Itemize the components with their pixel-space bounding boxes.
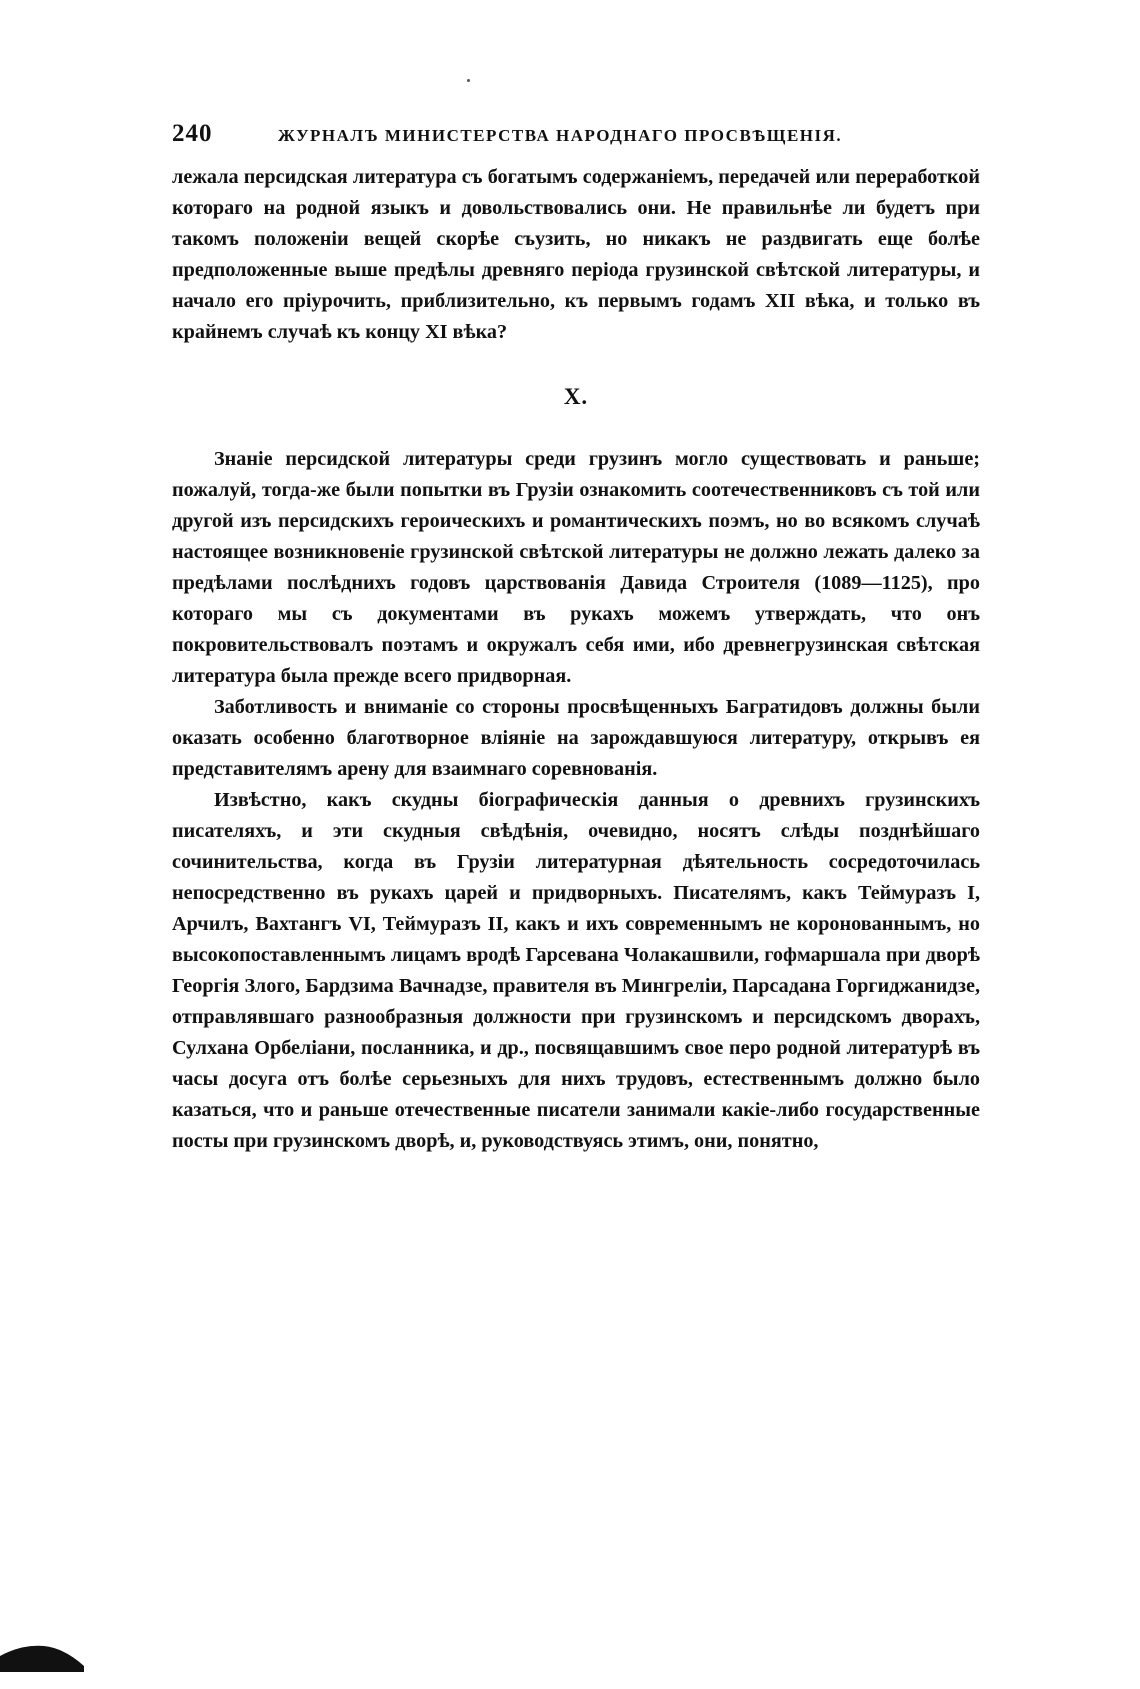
book-page (172, 112, 980, 1157)
paragraph: Заботливость и вниманіе со стороны просвѣщенныхъ Багратидовъ должны были оказать особенно благотворное вліяніе на зарождавшуюся литературу, открывъ ея представителямъ арену для взаимнаго соревнованія. (172, 696, 980, 780)
section-heading: X. (563, 384, 589, 409)
running-head: ЖУРНАЛЪ МИНИСТЕРСТВА НАРОДНАГО ПРОСВѢЩЕНІЯ. (278, 126, 843, 145)
paragraph: Извѣстно, какъ скудны біографическія данныя о древнихъ грузинскихъ писателяхъ, и эти скудныя свѣдѣнія, очевидно, носятъ слѣды позднѣйшаго сочинительства, когда въ Грузіи литературная дѣятельность сосредоточилась непосредственно въ рукахъ царей и придворныхъ. Писателямъ, какъ Теймуразъ I, Арчилъ, Вахтангъ VI, Теймуразъ II, какъ и ихъ современнымъ не коронованнымъ, но высокопоставленнымъ лицамъ вродѣ Гарсевана Чолакашвили, гофмаршала при дворѣ Георгія Злого, Бардзима Вачнадзе, правителя въ Мингреліи, Парсадана Горгиджанидзе, отправлявшаго разнообразныя должности при грузинскомъ и персидскомъ дворахъ, Сулхана Орбеліани, посланника, и др., посвящавшимъ свое перо родной литературѣ въ часы досуга отъ болѣе серьезныхъ для нихъ трудовъ, естественнымъ должно было казаться, что и раньше отечественные писатели занимали какіе-либо государственные посты при грузинскомъ дворѣ, и, руководствуясь этимъ, они, понятно, (172, 789, 980, 1152)
scan-speck (467, 79, 470, 82)
page-header (172, 112, 980, 162)
paragraph-continued: лежала персидская литература съ богатымъ содержаніемъ, передачей или переработкой котораго на родной языкъ и довольствовались они. Не правильнѣе ли будетъ при такомъ положеніи вещей скорѣе съузить, но никакъ не раздвигать еще болѣе предположенные выше предѣлы древняго періода грузинской свѣтской литературы, и начало его пріурочить, приблизительно, къ первымъ годамъ XII вѣка, и только въ крайнемъ случаѣ къ концу XI вѣка? (172, 166, 980, 343)
page-number: 240 (172, 120, 213, 147)
scan-thumb-shadow (0, 1642, 84, 1672)
paragraph: Знаніе персидской литературы среди грузинъ могло существовать и раньше; пожалуй, тогда-же были попытки въ Грузіи ознакомить соотечественниковъ съ той или другой изъ персидскихъ героическихъ и романтическихъ поэмъ, но во всякомъ случаѣ настоящее возникновеніе грузинской свѣтской литературы не должно лежать далеко за предѣлами послѣднихъ годовъ царствованія Давида Строителя (1089—1125), про котораго мы съ документами въ рукахъ можемъ утверждать, что онъ покровительствовалъ поэтамъ и окружалъ себя ими, ибо древнегрузинская свѣтская литература была прежде всего придворная. (172, 448, 980, 687)
